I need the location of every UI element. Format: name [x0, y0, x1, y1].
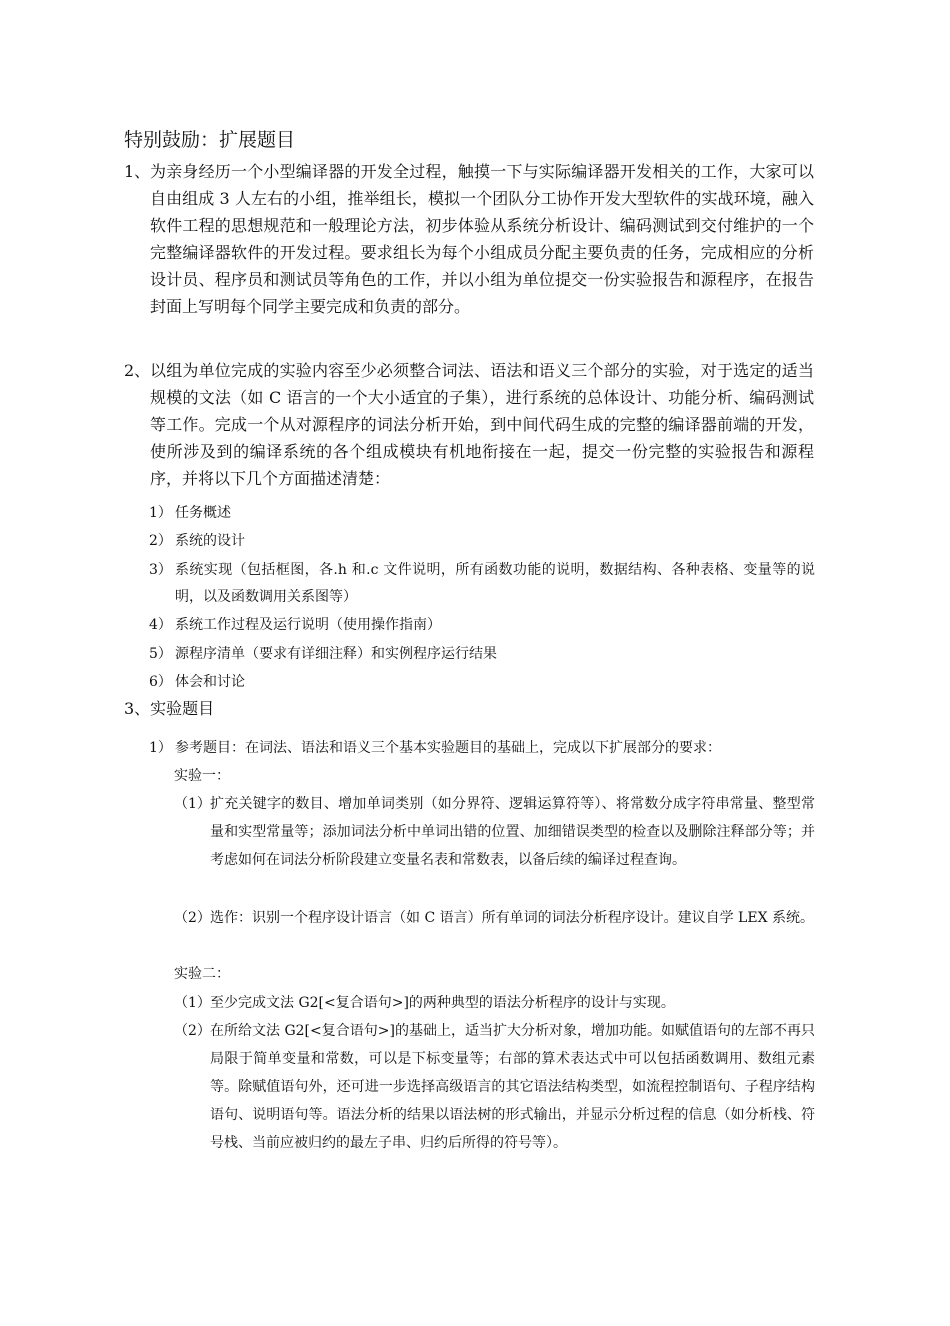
experiment-1-item-1-text: 扩充关键字的数目、增加单词类别（如分界符、逻辑运算符等）、将常数分成字符串常量、整型常量和实型常量等；添加词法分析中单词出错的位置、加细错误类型的检查以及删除注释部分等；并考虑如何在词法分析阶段建立变量名表和常数表，以备后续的编译过程查询。: [210, 796, 815, 868]
item-1-text: 为亲身经历一个小型编译器的开发全过程，触摸一下与实际编译器开发相关的工作，大家可以自由组成 3 人左右的小组，推举组长，模拟一个团队分工协作开发大型软件的实战环境，融入软件工程的思想规范和一般理论方法，初步体验从系统分析设计、编码测试到交付维护的一个完整编译器软件的开发过程。要求组长为每个小组成员分配主要负责的任务，完成相应的分析设计员、程序员和测试员等角色的工作，并以小组为单位提交一份实验报告和源程序，在报告封面上写明每个同学主要完成和负责的部分。: [150, 162, 814, 316]
item-1: [124, 158, 814, 320]
subitem-6-number: 6）: [149, 674, 172, 690]
experiment-2-item-1: [174, 989, 815, 1017]
experiment-2-item-2: [174, 1017, 815, 1157]
reference-topic-text: 参考题目：在词法、语法和语义三个基本实验题目的基础上，完成以下扩展部分的要求：: [175, 740, 721, 756]
subitem-1: [149, 500, 815, 527]
subitem-6: [149, 669, 815, 696]
experiment-2-item-2-number: （2）: [174, 1023, 211, 1039]
experiment-1-item-1-number: （1）: [174, 796, 211, 812]
subitem-2-text: 系统的设计: [175, 533, 245, 549]
subitem-5: [149, 641, 815, 668]
page-heading: 特别鼓励：扩展题目: [124, 129, 296, 151]
subitem-5-number: 5）: [149, 646, 172, 662]
experiment-2-item-1-text: 至少完成文法 G2[<复合语句>]的两种典型的语法分析程序的设计与实现。: [210, 995, 675, 1011]
subitem-1-text: 任务概述: [175, 505, 231, 521]
item-2: [124, 357, 814, 492]
section-3-title: 3、实验题目: [124, 699, 215, 718]
subitem-6-text: 体会和讨论: [175, 674, 245, 690]
subitem-4-text: 系统工作过程及运行说明（使用操作指南）: [175, 617, 441, 633]
subitem-5-text: 源程序清单（要求有详细注释）和实例程序运行结果: [175, 646, 497, 662]
subitem-4: [149, 612, 815, 639]
experiment-1-item-2-number: （2）: [174, 910, 211, 926]
experiment-2-item-2-text: 在所给文法 G2[<复合语句>]的基础上，适当扩大分析对象，增加功能。如赋值语句的左部不再只局限于简单变量和常数，可以是下标变量等；右部的算术表达式中可以包括函数调用、数组元素等。除赋值语句外，还可进一步选择高级语言的其它语法结构类型，如流程控制语句、子程序结构语句、说明语句等。语法分析的结果以语法树的形式输出，并显示分析过程的信息（如分析栈、符号栈、当前应被归约的最左子串、归约后所得的符号等）。: [210, 1023, 815, 1151]
subitem-1-number: 1）: [149, 505, 172, 521]
reference-topic: [149, 735, 815, 762]
subitem-4-number: 4）: [149, 617, 172, 633]
experiment-1-item-2: [174, 904, 815, 932]
item-2-number: 2、: [124, 361, 151, 380]
item-2-text: 以组为单位完成的实验内容至少必须整合词法、语法和语义三个部分的实验，对于选定的适当规模的文法（如 C 语言的一个大小适宜的子集），进行系统的总体设计、功能分析、编码测试等工作。完成一个从对源程序的词法分析开始，到中间代码生成的完整的编译器前端的开发，使所涉及到的编译系统的各个组成模块有机地衔接在一起，提交一份完整的实验报告和源程序，并将以下几个方面描述清楚：: [150, 361, 814, 488]
subitem-3-text: 系统实现（包括框图，各.h 和.c 文件说明，所有函数功能的说明，数据结构、各种表格、变量等的说明，以及函数调用关系图等）: [175, 562, 815, 605]
item-1-number: 1、: [124, 162, 151, 181]
subitem-2-number: 2）: [149, 533, 172, 549]
experiment-1-label: 实验一：: [174, 768, 230, 784]
experiment-2-label: 实验二：: [174, 966, 230, 982]
subitem-2: [149, 528, 815, 555]
subitem-3-number: 3）: [149, 562, 172, 578]
experiment-1-item-2-text: 选作：识别一个程序设计语言（如 C 语言）所有单词的词法分析程序设计。建议自学 LEX 系统。: [210, 910, 814, 926]
experiment-2-item-1-number: （1）: [174, 995, 211, 1011]
subitem-3: [149, 557, 815, 611]
reference-topic-number: 1）: [149, 740, 172, 756]
experiment-1-item-1: [174, 790, 815, 874]
